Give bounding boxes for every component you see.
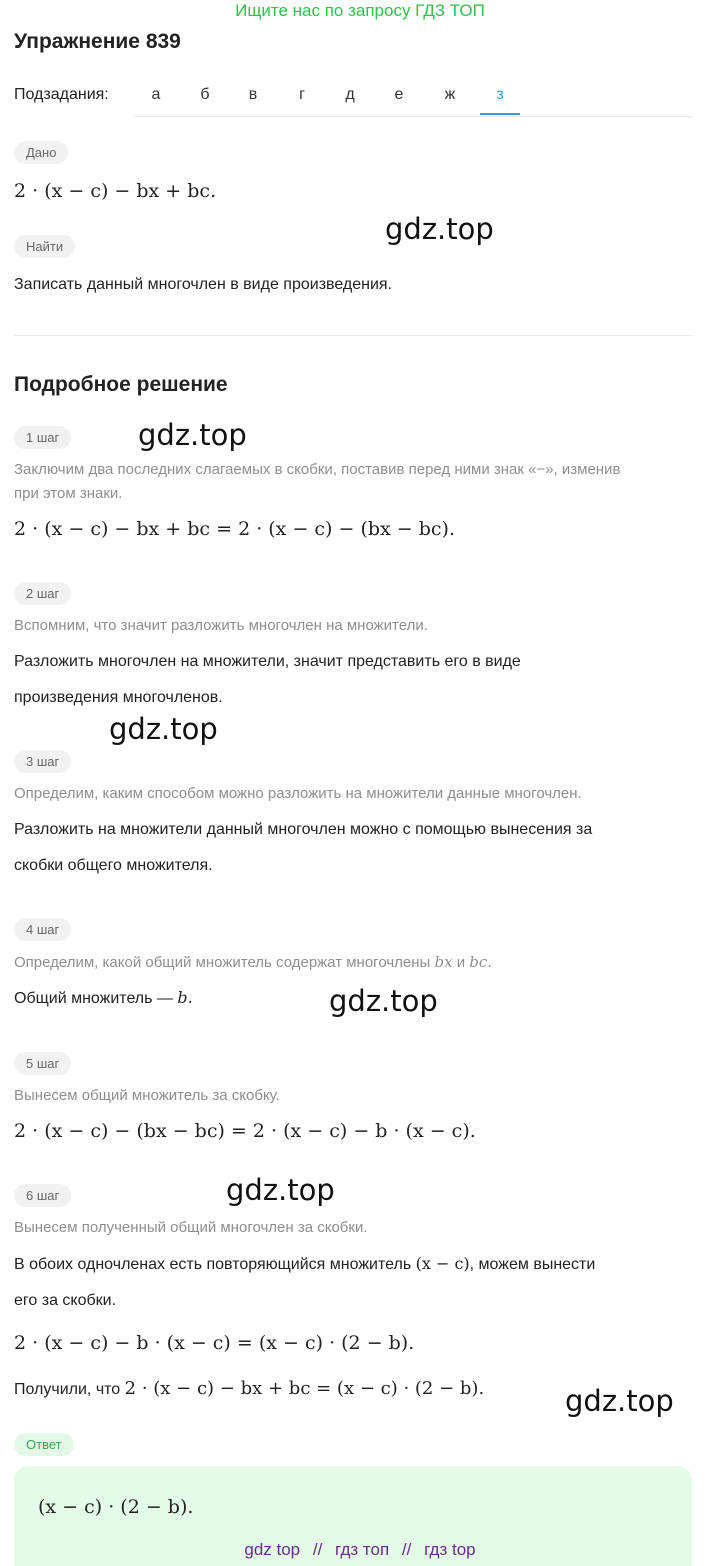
footer-separator: // — [312, 1540, 323, 1559]
watermark: gdz.top — [385, 212, 494, 246]
step-1-hint-line1: Заключим два последних слагаемых в скобки, поставив перед ними знак «−», изменив — [14, 461, 621, 478]
step-1-badge: 1 шаг — [14, 426, 71, 449]
step-2-badge-wrap — [14, 582, 71, 605]
answer-badge: Ответ — [14, 1433, 74, 1456]
watermark: gdz.top — [226, 1173, 335, 1207]
footer-link-gdz-top[interactable]: gdz top — [244, 1540, 301, 1559]
step-6-text1-suffix: , можем вынести — [469, 1256, 596, 1273]
tab-a[interactable]: а — [151, 86, 161, 103]
step-6-text-line2: его за скобки. — [14, 1292, 117, 1309]
step-4-text-prefix: Общий множитель — — [14, 990, 178, 1007]
step-1-badge-wrap — [14, 426, 71, 449]
step-3-text-line1: Разложить на множители данный многочлен можно с помощью вынесения за — [14, 821, 593, 838]
watermark: gdz.top — [565, 1384, 674, 1418]
step-3-hint: Определим, каким способом можно разложить на множители данные многочлен. — [14, 785, 582, 802]
given-badge-wrap — [14, 141, 68, 164]
step-4-hint-var2: bc. — [469, 953, 493, 971]
step-4-hint-prefix: Определим, какой общий множитель содержат многочлены — [14, 954, 435, 971]
tab-g[interactable]: г — [299, 86, 305, 103]
step-6-badge: 6 шаг — [14, 1184, 71, 1207]
footer-links — [0, 1540, 720, 1560]
tab-b[interactable]: б — [200, 86, 210, 103]
step-6-text1-prefix: В обоих одночленах есть повторяющийся множитель — [14, 1256, 416, 1273]
step-6-result-math: 2 · (x − c) − bx + bc = (x − c) · (2 − b). — [124, 1378, 485, 1399]
step-4-text-var: b. — [177, 988, 193, 1007]
step-6-result-prefix: Получили, что — [14, 1381, 125, 1398]
step-4-hint-mid: и — [452, 954, 470, 971]
step-4-badge-wrap — [14, 918, 71, 941]
step-6-math: 2 · (x − c) − b · (x − c) = (x − c) · (2 − b). — [14, 1332, 415, 1354]
step-1-math: 2 · (x − c) − bx + bc = 2 · (x − c) − (bx − bc). — [14, 518, 455, 540]
step-6-badge-wrap — [14, 1184, 71, 1207]
answer-badge-wrap — [14, 1433, 74, 1456]
step-2-hint: Вспомним, что значит разложить многочлен на множители. — [14, 617, 428, 634]
tab-z-active[interactable]: з — [480, 78, 520, 115]
step-6-text-line1 — [14, 1246, 595, 1283]
step-3-text-line2: скобки общего множителя. — [14, 857, 213, 874]
tab-d[interactable]: д — [345, 86, 355, 103]
step-6-result — [14, 1371, 484, 1408]
footer-link-gdz-top-mixed[interactable]: гдз top — [424, 1540, 476, 1559]
subtask-tabs — [134, 78, 692, 117]
step-3-badge-wrap — [14, 750, 71, 773]
watermark: gdz.top — [138, 418, 247, 452]
step-6-text — [14, 1246, 595, 1319]
step-1-hint-line2: при этом знаки. — [14, 485, 123, 502]
step-5-hint: Вынесем общий множитель за скобку. — [14, 1087, 280, 1104]
given-expression: 2 · (x − c) − bx + bc. — [14, 180, 217, 202]
step-5-badge-wrap — [14, 1052, 71, 1075]
given-badge: Дано — [14, 141, 68, 164]
step-3-badge: 3 шаг — [14, 750, 71, 773]
step-5-badge: 5 шаг — [14, 1052, 71, 1075]
watermark: gdz.top — [109, 712, 218, 746]
tab-e[interactable]: е — [394, 86, 404, 103]
step-4-text — [14, 980, 193, 1017]
step-6-hint: Вынесем полученный общий многочлен за скобки. — [14, 1219, 368, 1236]
find-badge: Найти — [14, 235, 75, 258]
step-1-hint — [14, 458, 620, 506]
tab-zh[interactable]: ж — [444, 86, 456, 103]
step-2-text — [14, 644, 521, 716]
step-4-badge: 4 шаг — [14, 918, 71, 941]
watermark: gdz.top — [329, 984, 438, 1018]
page-title: Упражнение 839 — [14, 30, 181, 53]
answer-expression: (x − c) · (2 − b). — [38, 1496, 194, 1518]
step-4-hint — [14, 950, 492, 975]
footer-link-gdz-top-ru[interactable]: гдз топ — [335, 1540, 390, 1559]
step-2-badge: 2 шаг — [14, 582, 71, 605]
subtasks-label: Подзадания: — [14, 86, 109, 103]
solution-heading: Подробное решение — [14, 373, 228, 396]
find-badge-wrap — [14, 235, 75, 258]
search-banner: Ищите нас по запросу ГДЗ ТОП — [235, 1, 485, 20]
tab-v[interactable]: в — [248, 86, 258, 103]
step-5-math: 2 · (x − c) − (bx − bc) = 2 · (x − c) − b · (x − c). — [14, 1120, 476, 1142]
step-3-text — [14, 812, 592, 884]
step-2-text-line1: Разложить многочлен на множители, значит представить его в виде — [14, 653, 521, 670]
footer-separator: // — [401, 1540, 412, 1559]
step-2-text-line2: произведения многочленов. — [14, 689, 223, 706]
step-4-hint-var1: bx — [434, 953, 453, 971]
section-divider — [14, 335, 692, 336]
step-6-text1-math: (x − c) — [415, 1254, 470, 1273]
find-text: Записать данный многочлен в виде произведения. — [14, 276, 393, 293]
